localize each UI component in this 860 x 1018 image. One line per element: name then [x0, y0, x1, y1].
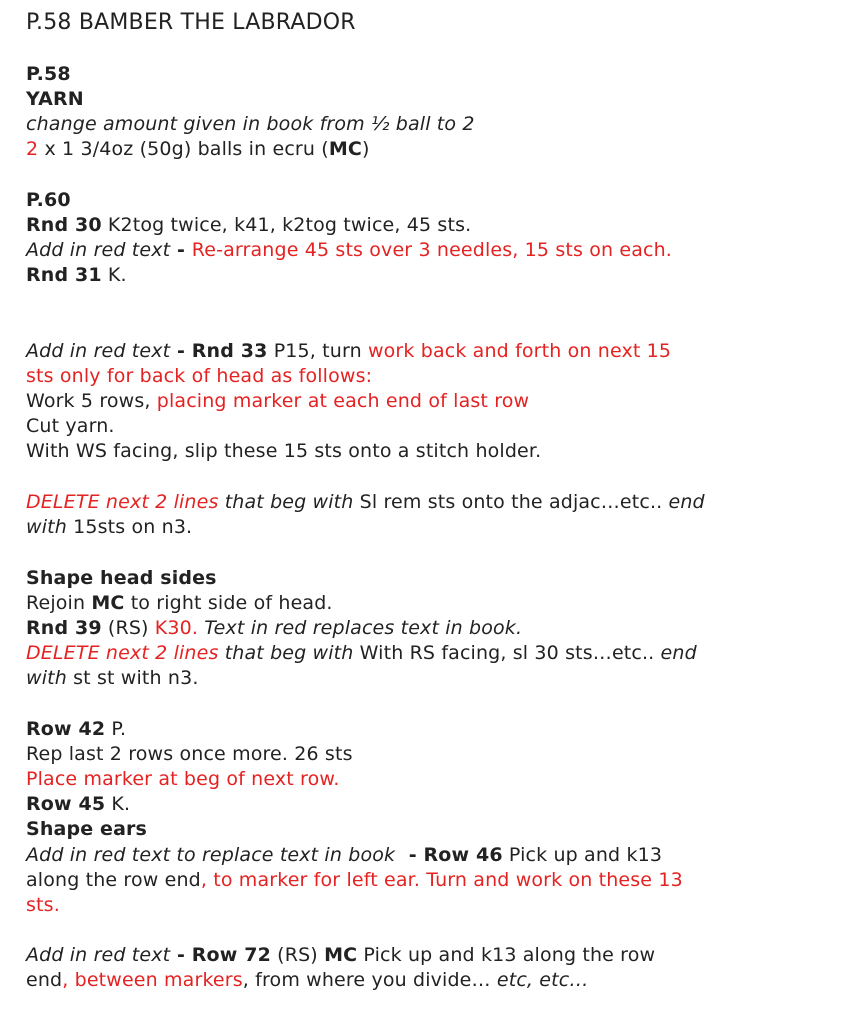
rejoin-text-end: to right side of head. [124, 592, 333, 614]
row72-label: Row 72 [191, 944, 271, 966]
rejoin-text: Rejoin [26, 592, 92, 614]
rnd39-label: Rnd 39 [26, 617, 102, 639]
cut-yarn-line: Cut yarn. [26, 415, 115, 437]
delete-red-note: DELETE next 2 lines [26, 642, 219, 664]
rnd39-note: Text in red replaces text in book. [198, 617, 523, 639]
row42-text: P. [105, 718, 127, 740]
delete-red-note: DELETE next 2 lines [26, 491, 219, 513]
row72-cont-line [26, 968, 588, 993]
dash: - [170, 340, 192, 362]
delete-quoted-text: Sl rem sts onto the adjac…etc.. [353, 491, 663, 513]
rnd33-red-continuation: sts only for back of head as follows: [26, 365, 373, 387]
page-ref-p60: P.60 [26, 189, 71, 211]
delete-note: that beg with [218, 642, 354, 664]
etc-note: etc, etc… [490, 969, 589, 991]
add-red-note: Add in red text [26, 239, 171, 261]
end-text: end [26, 969, 63, 991]
row42-label: Row 42 [26, 718, 106, 740]
dash: - [395, 844, 424, 866]
between-markers-red: , between markers [62, 969, 243, 991]
mc-abbrev: MC [91, 592, 125, 614]
delete-quoted-text: With RS facing, sl 30 sts…etc.. [353, 642, 655, 664]
row46-line [26, 843, 662, 868]
add-red-note: Add in red text [26, 340, 171, 362]
row45-text: K. [105, 793, 131, 815]
rnd39-line [26, 616, 522, 641]
work5-line [26, 389, 529, 414]
along-red-text: , to marker for left ear. Turn and work on these 13 [200, 869, 683, 891]
sts-red-line: sts. [26, 894, 60, 916]
delete-line-1-cont [26, 515, 192, 540]
row46-text: Pick up and k13 [502, 844, 663, 866]
yarn-heading: YARN [26, 88, 84, 110]
dash: - [170, 239, 192, 261]
yarn-quantity: 2 [26, 138, 39, 160]
delete-note: that beg with [218, 491, 354, 513]
ws-facing-line: With WS facing, slip these 15 sts onto a stitch holder. [26, 440, 542, 462]
yarn-amount-line [26, 137, 370, 162]
rnd31-text: K. [101, 264, 127, 286]
yarn-description-end: ) [361, 138, 370, 160]
row72-line [26, 943, 655, 968]
rnd39-rs: (RS) [101, 617, 155, 639]
yarn-description: x 1 3/4oz (50g) balls in ecru ( [38, 138, 329, 160]
shape-ears-heading: Shape ears [26, 818, 148, 840]
delete-with-note: with [26, 516, 67, 538]
delete-line-2-cont [26, 666, 199, 691]
page-ref-p58: P.58 [26, 63, 71, 85]
delete-end-text: st st with n3. [66, 667, 199, 689]
row46-cont-line [26, 868, 683, 893]
row46-label: Row 46 [423, 844, 503, 866]
row45-label: Row 45 [26, 793, 106, 815]
yarn-change-note: change amount given in book from ½ ball to 2 [26, 113, 475, 135]
rearrange-red-text: Re-arrange 45 sts over 3 needles, 15 sts on each. [191, 239, 672, 261]
rnd33-line [26, 339, 671, 364]
delete-end-note: end [654, 642, 697, 664]
dash: - [170, 944, 192, 966]
shape-head-sides-heading: Shape head sides [26, 567, 217, 589]
rejoin-line [26, 591, 333, 616]
rnd30-label: Rnd 30 [26, 214, 102, 236]
divide-text: , from where you divide… [242, 969, 491, 991]
row72-rs: (RS) [270, 944, 325, 966]
replace-note: Add in red text to replace text in book [26, 844, 396, 866]
rnd33-text: P15, turn [267, 340, 368, 362]
delete-with-note: with [26, 667, 67, 689]
rnd33-red-text: work back and forth on next 15 [367, 340, 672, 362]
along-text: along the row end [26, 869, 201, 891]
rnd39-red-text: K30. [154, 617, 199, 639]
rep-line: Rep last 2 rows once more. 26 sts [26, 743, 353, 765]
rnd30-text: K2tog twice, k41, k2tog twice, 45 sts. [101, 214, 472, 236]
rnd30-line [26, 213, 471, 238]
add-red-line-1 [26, 238, 672, 263]
add-red-note: Add in red text [26, 944, 171, 966]
rnd33-label: Rnd 33 [191, 340, 268, 362]
mc-abbrev: MC [324, 944, 358, 966]
delete-line-1 [26, 490, 705, 515]
mc-abbrev: MC [328, 138, 362, 160]
place-marker-red-line: Place marker at beg of next row. [26, 768, 340, 790]
page-title: P.58 BAMBER THE LABRADOR [26, 10, 356, 35]
row42-line [26, 717, 126, 742]
work5-text: Work 5 rows, [26, 390, 157, 412]
delete-end-text: 15sts on n3. [66, 516, 193, 538]
delete-end-note: end [662, 491, 705, 513]
rnd31-label: Rnd 31 [26, 264, 102, 286]
row45-line [26, 792, 130, 817]
rnd31-line [26, 263, 127, 288]
delete-line-2 [26, 641, 697, 666]
work5-red-text: placing marker at each end of last row [156, 390, 530, 412]
row72-text: Pick up and k13 along the row [357, 944, 656, 966]
